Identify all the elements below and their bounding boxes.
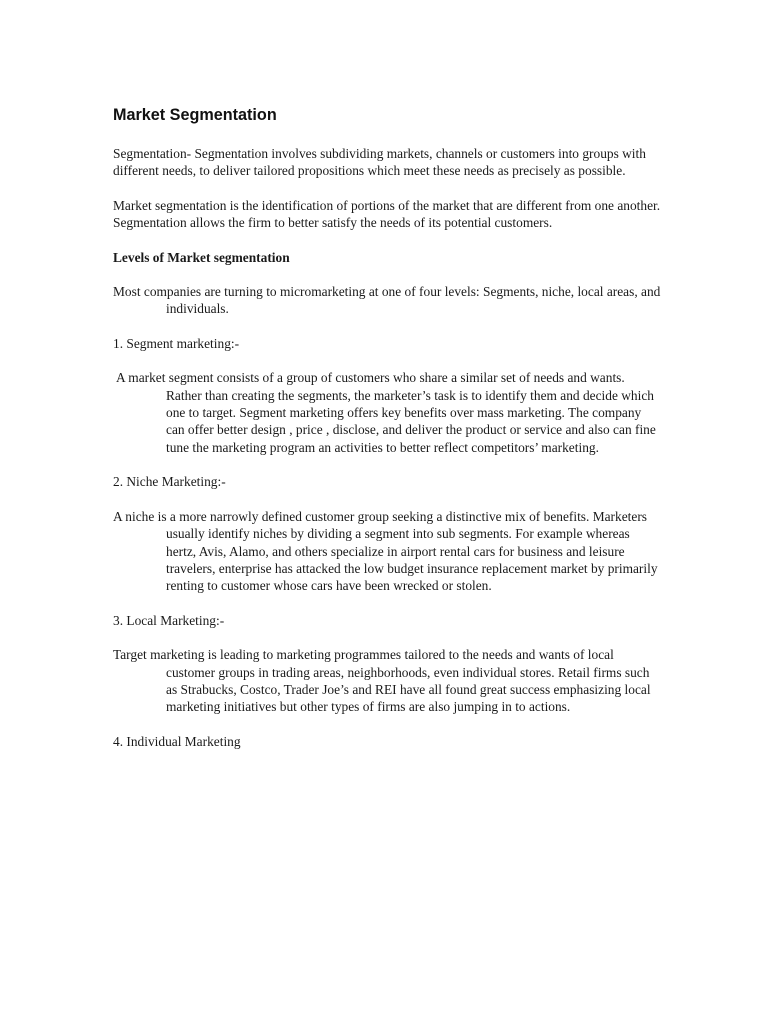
- segmentation-definition-paragraph: Segmentation- Segmentation involves subdividing markets, channels or customers into groups with different needs, to deliver tailored propositions which meet these needs as precisely as possible.: [113, 146, 646, 179]
- section-heading-local-marketing: 3. Local Marketing:-: [113, 612, 225, 628]
- document-title: Market Segmentation: [113, 106, 277, 124]
- market-segmentation-paragraph: Market segmentation is the identification of portions of the market that are different from one another. Segmentation allows the firm to better satisfy the needs of its potential customers.: [113, 197, 661, 231]
- section-body-local-marketing: Target marketing is leading to marketing programmes tailored to the needs and wants of local customer groups in trading areas, neighborhoods, even individual stores. Retail firms such as Strabucks, Costco, Trader Joe’s and REI have all found great success emphasizing local marketing initiatives but other types of firms are also jumping in to actions.: [113, 647, 651, 715]
- levels-heading: Levels of Market segmentation: [113, 249, 290, 265]
- section-body-niche-marketing: A niche is a more narrowly defined customer group seeking a distinctive mix of benefits. Marketers usually identify niches by dividing a segment into sub segments. For example whereas hertz, Avis, Alamo, and others specialize in airport rental cars for business and leisure travelers, enterprise has attacked the low budget insurance replacement market by primarily renting to customer whose cars have been wrecked or stolen.: [113, 508, 658, 594]
- section-heading-segment-marketing: 1. Segment marketing:-: [113, 335, 240, 351]
- section-heading-individual-marketing: 4. Individual Marketing: [113, 733, 241, 749]
- document-content: [113, 104, 661, 767]
- section-heading-niche-marketing: 2. Niche Marketing:-: [113, 474, 226, 490]
- section-body-segment-marketing: A market segment consists of a group of customers who share a similar set of needs and wants. Rather than creating the segments, the marketer’s task is to identify them and decide which one to target. Segment marketing offers key benefits over mass marketing. The company can offer better design , price , disclose, and deliver the product or service and also can fine tune the marketing program an activities to better reflect competitors’ marketing.: [116, 370, 656, 455]
- levels-intro-paragraph: Most companies are turning to micromarketing at one of four levels: Segments, niche, local areas, and individuals.: [113, 284, 661, 317]
